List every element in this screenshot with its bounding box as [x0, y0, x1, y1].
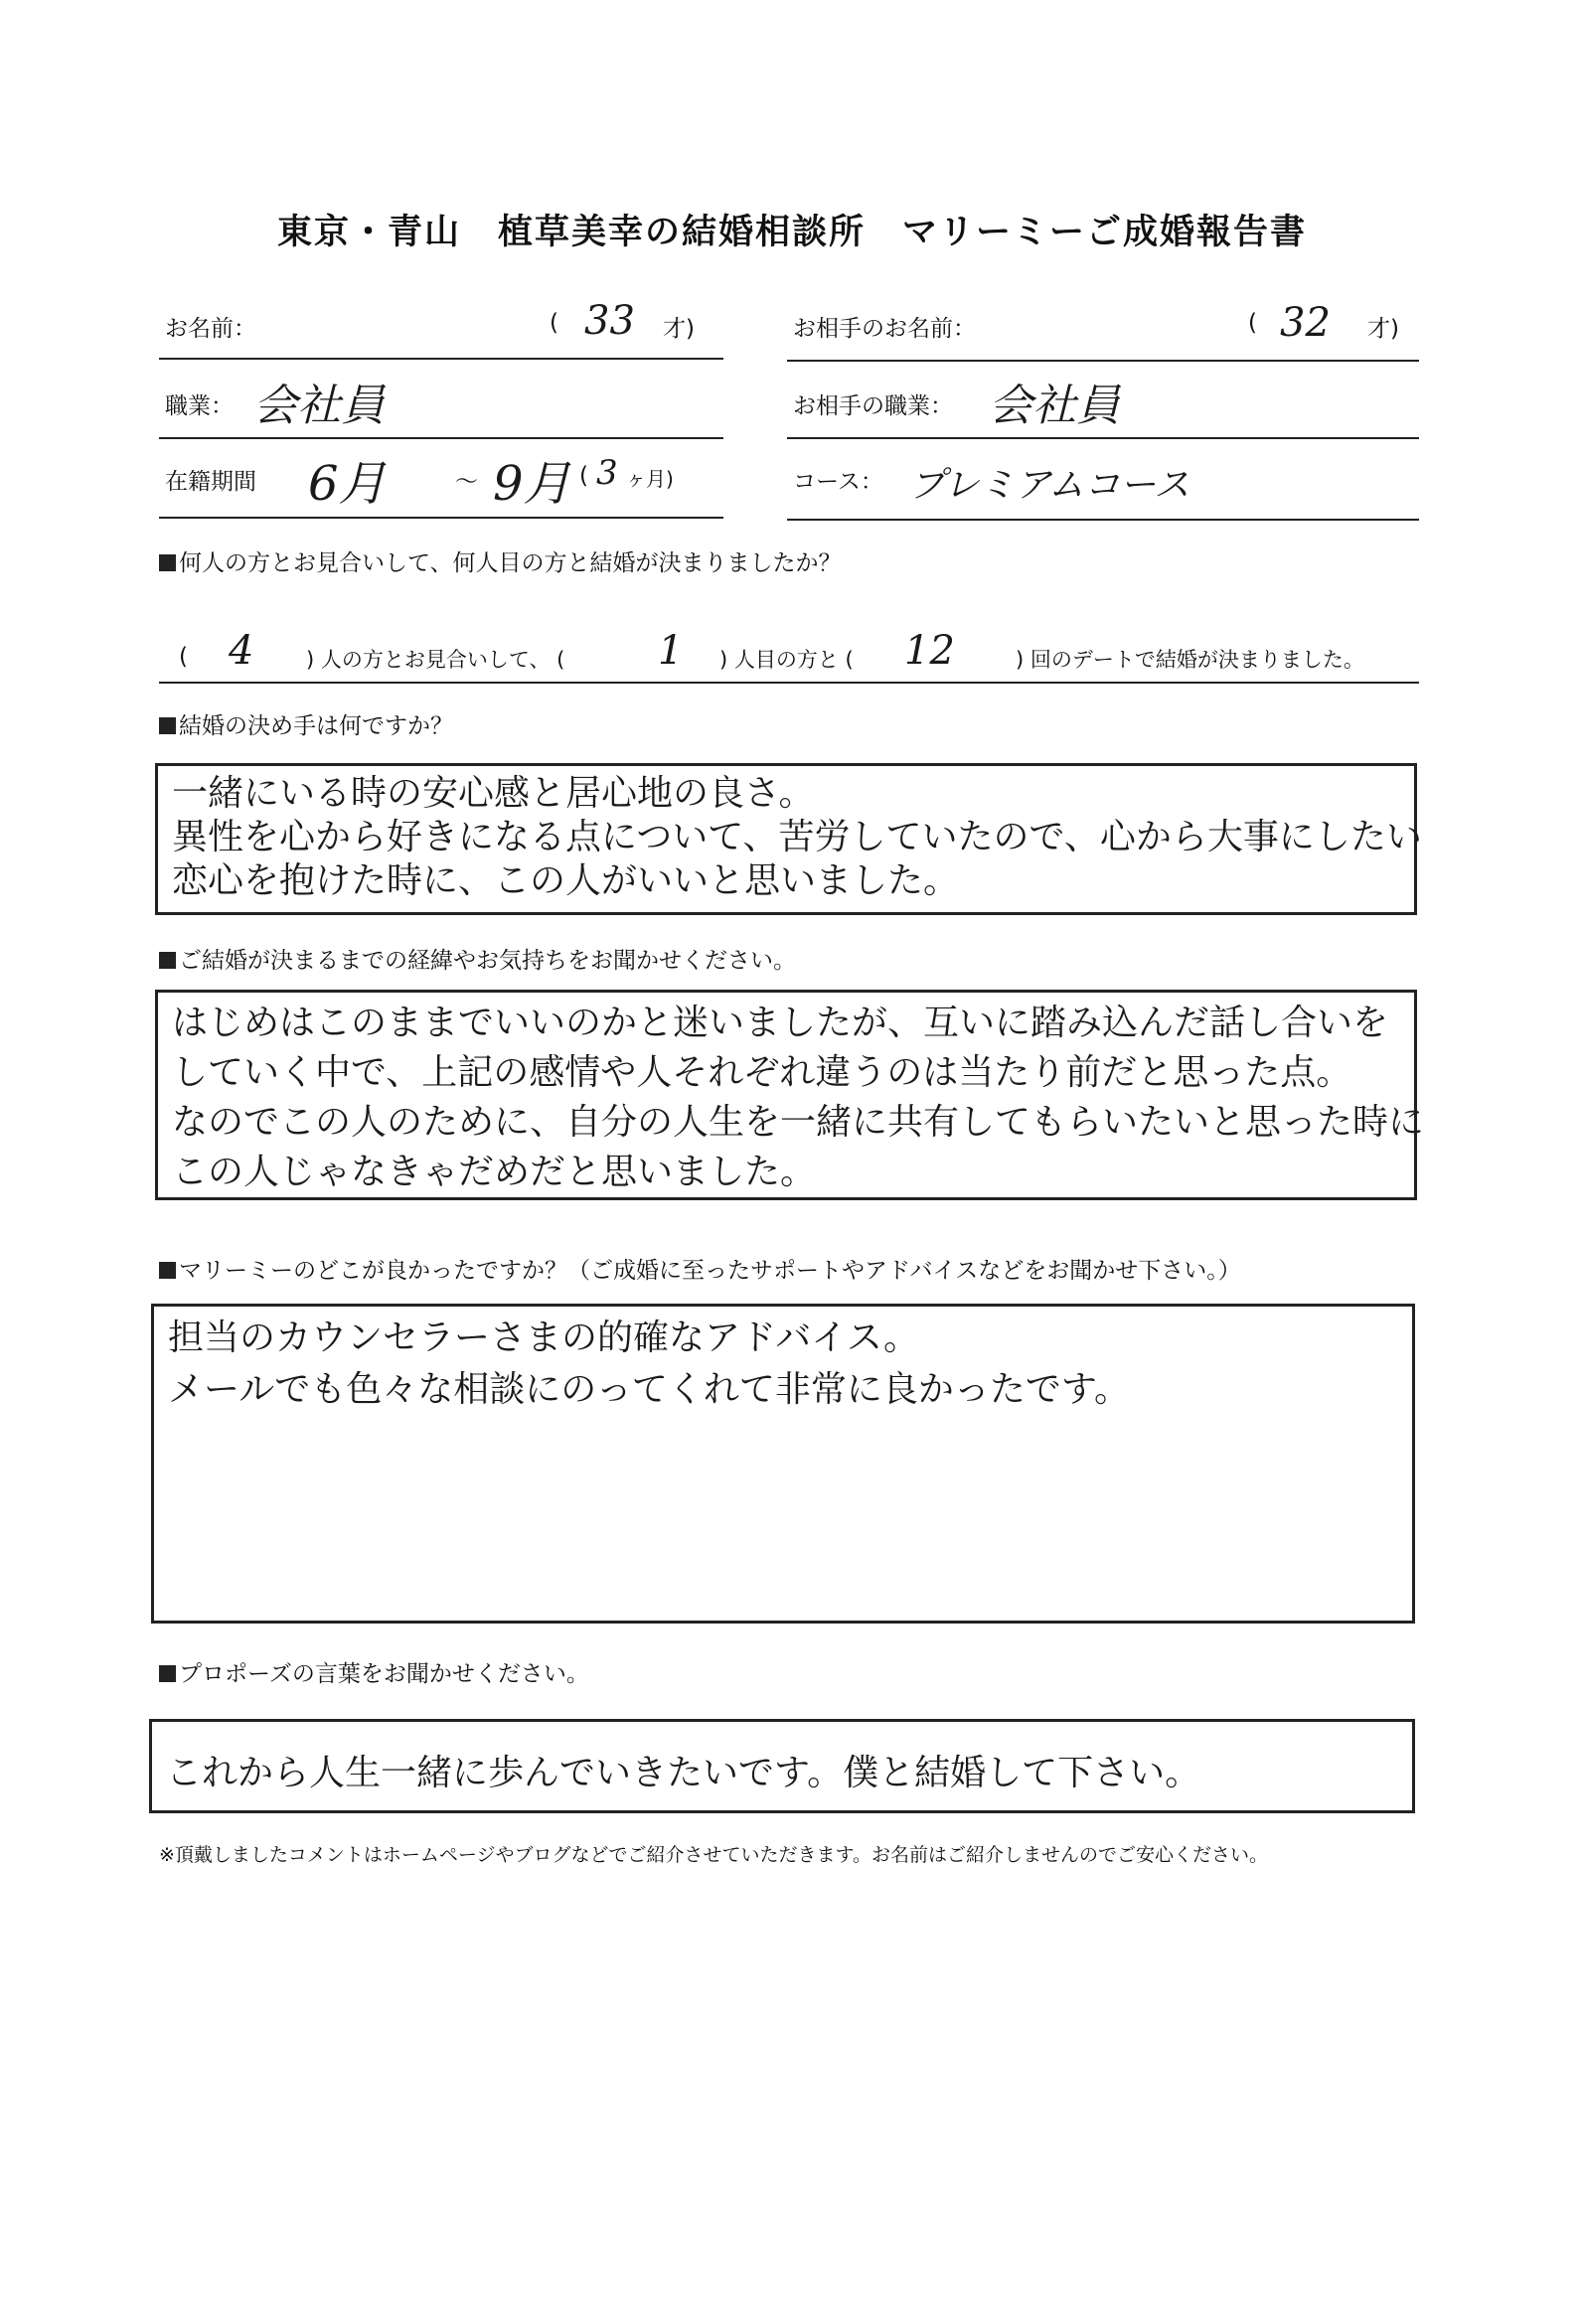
job-value: 会社員: [253, 381, 385, 431]
square-bullet-icon: [159, 554, 176, 571]
name-label: お名前：: [165, 316, 256, 342]
q3-line-3: なのでこの人のために、自分の人生を一緒に共有してもらいたいと思った時に: [172, 1102, 1425, 1143]
q2-answer-box: [155, 763, 1422, 915]
q2-line-3: 恋心を抱けた時に、この人がいいと思いました。: [172, 860, 960, 901]
q1-nth-person: 1: [658, 628, 684, 674]
q1-text2: ) 人目の方と (: [719, 648, 854, 672]
square-bullet-icon: [159, 1665, 176, 1682]
q3-question: ご結婚が決まるまでの経緯やお気持ちをお聞かせください。: [179, 948, 796, 974]
q1-text3: ) 回のデートで結婚が決まりました。: [1016, 648, 1364, 672]
course-value: プレミアムコース: [909, 465, 1190, 506]
q4-line-1: 担当のカウンセラーさまの的確なアドバイス。: [168, 1317, 920, 1358]
partner-age-close: 才): [1367, 316, 1399, 342]
q2-question: 結婚の決め手は何ですか？: [179, 713, 453, 739]
q4-question: マリーミーのどこが良かったですか？（ご成婚に至ったサポートやアドバイスなどをお聞かせ下さい。）: [179, 1258, 1241, 1284]
period-start: 6月: [308, 456, 387, 512]
period-end: 9月: [493, 456, 571, 512]
page-title: 東京・青山 植草美幸の結婚相談所 マリーミーご成婚報告書: [276, 213, 1307, 252]
partner-job-value: 会社員: [989, 381, 1120, 431]
period-paren-open: (: [579, 463, 588, 489]
q2-heading: [159, 707, 453, 740]
partner-job-label: お相手の職業：: [793, 393, 953, 419]
period-months-unit: ヶ月): [626, 467, 674, 491]
q3-line-4: この人じゃなきゃだめだと思いました。: [172, 1152, 817, 1192]
q1-open1: (: [179, 644, 188, 670]
q2-line-2: 異性を心から好きになる点について、苦労していたので、心から大事にしたい: [172, 817, 1422, 857]
square-bullet-icon: [159, 717, 176, 734]
q4-heading: [159, 1252, 1241, 1285]
partner-age-value: 32: [1280, 300, 1331, 346]
q4-line-2: メールでも色々な相談にのってくれて非常に良かったです。: [168, 1369, 1131, 1410]
q1-question: 何人の方とお見合いして、何人目の方と結婚が決まりましたか？: [179, 550, 842, 576]
age-open-paren: (: [550, 310, 558, 336]
age-value: 33: [584, 298, 635, 344]
period-months: 3: [596, 453, 618, 493]
job-label: 職業：: [165, 393, 234, 419]
q1-text1: ) 人の方とお見合いして、 (: [306, 648, 565, 672]
q5-line-1: これから人生一緒に歩んでいきたいです。僕と結婚して下さい。: [166, 1753, 1201, 1793]
job-underline: [159, 437, 723, 439]
q5-answer-box: [149, 1719, 1415, 1813]
q1-heading: [159, 544, 842, 577]
partner-name-label: お相手のお名前：: [793, 316, 976, 342]
q3-heading: [159, 942, 796, 975]
name-underline: [159, 358, 723, 360]
square-bullet-icon: [159, 952, 176, 969]
q5-question: プロポーズの言葉をお聞かせください。: [179, 1661, 589, 1687]
q4-answer-box: [151, 1304, 1415, 1624]
period-underline: [159, 517, 723, 519]
period-tilde: ～: [455, 469, 478, 495]
course-label: コース：: [793, 469, 883, 495]
q3-line-1: はじめはこのままでいいのかと迷いましたが、互いに踏み込んだ話し合いを: [172, 1003, 1389, 1043]
q3-answer-box: [155, 990, 1425, 1200]
partner-age-open-paren: (: [1248, 310, 1257, 336]
q1-underline: [159, 682, 1419, 684]
q2-line-1: 一緒にいる時の安心感と居心地の良さ。: [172, 773, 815, 814]
course-underline: [787, 519, 1419, 521]
age-close: 才): [663, 316, 695, 342]
partner-name-underline: [787, 360, 1419, 362]
square-bullet-icon: [159, 1262, 176, 1279]
footer-note: ※頂戴しましたコメントはホームページやブログなどでご紹介させていただきます。お名前はご紹介しませんのでご安心ください。: [159, 1844, 1269, 1866]
period-label: 在籍期間: [165, 469, 256, 495]
q3-line-2: していく中で、上記の感情や人それぞれ違うのは当たり前だと思った点。: [172, 1052, 1352, 1093]
q5-heading: [159, 1655, 589, 1688]
q1-dates: 12: [904, 628, 955, 674]
partner-job-underline: [787, 437, 1419, 439]
q1-count-people: 4: [229, 628, 254, 674]
